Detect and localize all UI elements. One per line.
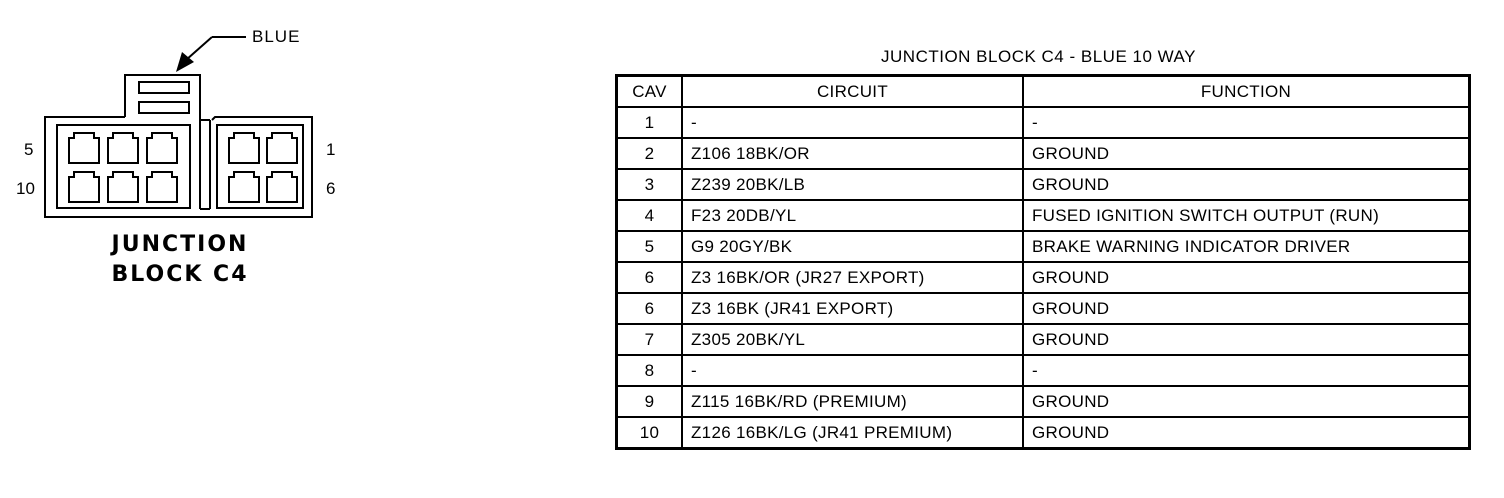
cell-cav: 4 — [617, 200, 683, 231]
cell-circuit: Z305 20BK/YL — [682, 324, 1023, 355]
table-header-row — [617, 76, 1470, 108]
cell-function: GROUND — [1023, 169, 1470, 200]
cell-circuit: Z106 18BK/OR — [682, 138, 1023, 169]
cell-function: GROUND — [1023, 324, 1470, 355]
table-row — [617, 231, 1470, 262]
pin-label-bottom-right: 6 — [326, 179, 336, 198]
cell-circuit: Z3 16BK (JR41 EXPORT) — [682, 293, 1023, 324]
cell-circuit: Z3 16BK/OR (JR27 EXPORT) — [682, 262, 1023, 293]
cell-cav: 3 — [617, 169, 683, 200]
cell-cav: 6 — [617, 262, 683, 293]
table-row — [617, 355, 1470, 386]
cell-circuit: Z115 16BK/RD (PREMIUM) — [682, 386, 1023, 417]
header-cav: CAV — [617, 76, 683, 108]
pin-label-bottom-left: 10 — [16, 179, 35, 198]
cell-function: GROUND — [1023, 262, 1470, 293]
cell-cav: 9 — [617, 386, 683, 417]
left-cavity-block — [57, 125, 190, 208]
header-circuit: CIRCUIT — [682, 76, 1023, 108]
cell-circuit: - — [682, 107, 1023, 138]
header-function: FUNCTION — [1023, 76, 1470, 108]
table-row — [617, 417, 1470, 449]
table-row — [617, 293, 1470, 324]
pin-label-top-right: 1 — [326, 140, 336, 159]
cell-circuit: - — [682, 355, 1023, 386]
connector-name-line1: JUNCTION — [111, 232, 249, 257]
cell-cav: 8 — [617, 355, 683, 386]
cell-function: BRAKE WARNING INDICATOR DRIVER — [1023, 231, 1470, 262]
cell-function: - — [1023, 107, 1470, 138]
cell-function: GROUND — [1023, 417, 1470, 449]
cell-circuit: F23 20DB/YL — [682, 200, 1023, 231]
table-row — [617, 200, 1470, 231]
connector-name-line2: BLOCK C4 — [111, 262, 249, 287]
table-row — [617, 169, 1470, 200]
cavity-pin — [108, 172, 138, 202]
table-row — [617, 138, 1470, 169]
table-title: JUNCTION BLOCK C4 - BLUE 10 WAY — [881, 47, 1196, 66]
latch-slot-bottom — [139, 102, 189, 113]
cavity-pin — [147, 133, 177, 163]
cell-circuit: Z126 16BK/LG (JR41 PREMIUM) — [682, 417, 1023, 449]
cell-function: FUSED IGNITION SWITCH OUTPUT (RUN) — [1023, 200, 1470, 231]
cavity-pin — [267, 172, 297, 202]
table-row — [617, 324, 1470, 355]
cavity-pin — [229, 172, 259, 202]
cell-circuit: G9 20GY/BK — [682, 231, 1023, 262]
connector-name — [100, 230, 260, 290]
cavity-pin — [229, 133, 259, 163]
table-row — [617, 262, 1470, 293]
cavity-pin — [147, 172, 177, 202]
cavity-pin — [69, 172, 99, 202]
cavity-pin — [69, 133, 99, 163]
table-row — [617, 107, 1470, 138]
table-row — [617, 386, 1470, 417]
cell-cav: 5 — [617, 231, 683, 262]
cell-function: - — [1023, 355, 1470, 386]
cell-circuit: Z239 20BK/LB — [682, 169, 1023, 200]
cell-cav: 10 — [617, 417, 683, 449]
cavity-pin — [108, 133, 138, 163]
cell-function: GROUND — [1023, 386, 1470, 417]
cell-function: GROUND — [1023, 138, 1470, 169]
connector-face-drawing — [0, 0, 600, 320]
pin-label-top-left: 5 — [24, 140, 34, 159]
cell-cav: 7 — [617, 324, 683, 355]
color-leader-arrow — [176, 37, 246, 72]
connector-color-label: BLUE — [252, 27, 301, 46]
cell-cav: 6 — [617, 293, 683, 324]
pinout-table — [615, 74, 1471, 450]
cavity-pin — [267, 133, 297, 163]
latch-slot-top — [139, 82, 189, 93]
cell-cav: 2 — [617, 138, 683, 169]
cell-function: GROUND — [1023, 293, 1470, 324]
cell-cav: 1 — [617, 107, 683, 138]
